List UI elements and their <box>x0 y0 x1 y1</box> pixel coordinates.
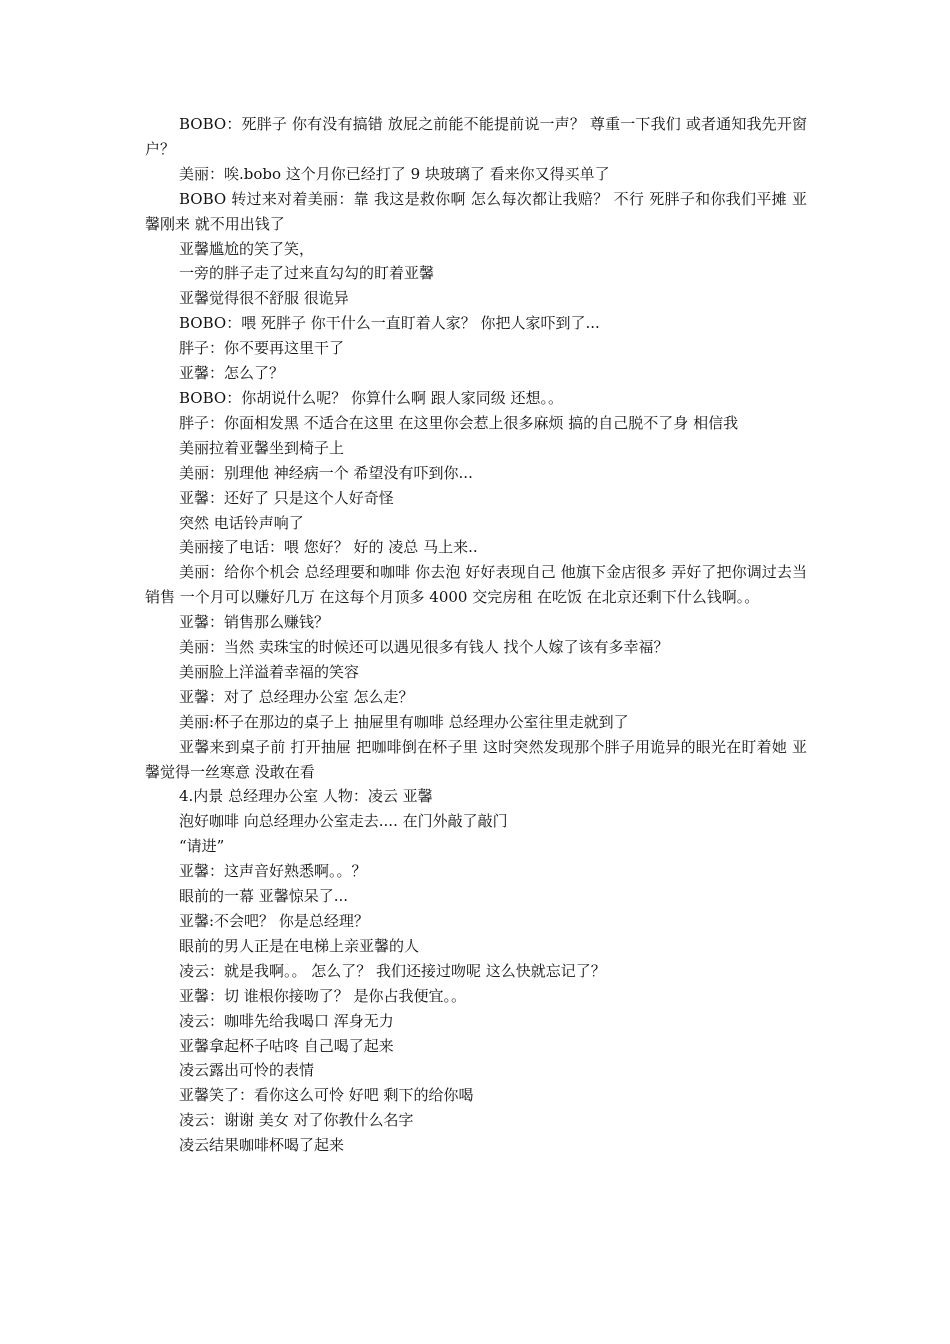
paragraph: 亚馨：还好了 只是这个人好奇怪 <box>179 488 394 507</box>
paragraph: 亚馨：对了 总经理办公室 怎么走？ <box>179 687 414 706</box>
paragraph: 亚馨拿起杯子咕咚 自己喝了起来 <box>179 1036 394 1055</box>
paragraph: BOBO：死胖子 你有没有搞错 放屁之前能不能提前说一声？ 尊重一下我们 或者通知我先开窗户？ <box>145 115 807 158</box>
paragraph: 凌云：咖啡先给我喝口 浑身无力 <box>179 1011 394 1030</box>
paragraph: 凌云结果咖啡杯喝了起来 <box>179 1136 345 1155</box>
paragraph: 眼前的一幕 亚馨惊呆了... <box>179 887 349 906</box>
paragraph: 突然 电话铃声响了 <box>179 513 304 532</box>
paragraph: 亚馨：这声音好熟悉啊。。？ <box>179 862 367 881</box>
paragraph: 美丽：给你个机会 总经理要和咖啡 你去泡 好好表现自己 他旗下金店很多 弄好了把你调过去当销售 一个月可以赚好几万 在这每个月顶多 4000 交完房租 在吃饭 在北京还剩下什么钱啊。。 <box>145 563 807 607</box>
paragraph: 胖子：你面相发黑 不适合在这里 在这里你会惹上很多麻烦 搞的自己脱不了身 相信我 <box>179 413 739 432</box>
paragraph: 亚馨笑了：看你这么可怜 好吧 剩下的给你喝 <box>179 1086 474 1105</box>
scene-heading: 4.内景 总经理办公室 人物：凌云 亚馨 <box>179 787 433 806</box>
paragraph: 亚馨：怎么了？ <box>179 364 285 383</box>
paragraph: 美丽拉着亚馨坐到椅子上 <box>179 438 345 457</box>
paragraph: 凌云：就是我啊。。 怎么了？ 我们还接过吻呢 这么快就忘记了？ <box>179 961 606 980</box>
paragraph: 美丽：唉.bobo 这个月你已经打了 9 块玻璃了 看来你又得买单了 <box>179 164 610 183</box>
paragraph: 泡好咖啡 向总经理办公室走去.... 在门外敲了敲门 <box>179 812 508 831</box>
paragraph: BOBO：你胡说什么呢？ 你算什么啊 跟人家同级 还想。。 <box>179 388 564 407</box>
paragraph: BOBO 转过来对着美丽：靠 我这是救你啊 怎么每次都让我赔？ 不行 死胖子和你我们平摊 亚馨刚来 就不用出钱了 <box>145 189 807 233</box>
paragraph: 美丽脸上洋溢着幸福的笑容 <box>179 662 360 681</box>
paragraph: 凌云露出可怜的表情 <box>179 1061 315 1080</box>
paragraph: 美丽:杯子在那边的桌子上 抽屉里有咖啡 总经理办公室往里走就到了 <box>179 712 629 731</box>
document-body <box>145 112 807 1158</box>
paragraph: 亚馨觉得很不舒服 很诡异 <box>179 289 349 308</box>
paragraph: 一旁的胖子走了过来直勾勾的盯着亚馨 <box>179 264 435 283</box>
paragraph: 亚馨尴尬的笑了笑， <box>179 239 315 258</box>
paragraph: 凌云：谢谢 美女 对了你教什么名字 <box>179 1111 414 1130</box>
paragraph: 胖子：你不要再这里干了 <box>179 339 345 358</box>
paragraph: 美丽：别理他 神经病一个 希望没有吓到你... <box>179 463 473 482</box>
paragraph: 亚馨：销售那么赚钱？ <box>179 613 330 632</box>
paragraph: “请进” <box>179 837 225 856</box>
paragraph: 美丽：当然 卖珠宝的时候还可以遇见很多有钱人 找个人嫁了该有多幸福？ <box>179 638 669 657</box>
paragraph: 亚馨:不会吧？ 你是总经理？ <box>179 912 369 930</box>
paragraph: 眼前的男人正是在电梯上亲亚馨的人 <box>179 936 420 955</box>
paragraph: BOBO：喂 死胖子 你干什么一直盯着人家？ 你把人家吓到了... <box>179 314 600 333</box>
paragraph: 美丽接了电话：喂 您好？ 好的 凌总 马上来.. <box>179 538 478 557</box>
paragraph: 亚馨来到桌子前 打开抽屉 把咖啡倒在杯子里 这时突然发现那个胖子用诡异的眼光在盯着她 亚馨觉得一丝寒意 没敢在看 <box>145 737 807 781</box>
paragraph: 亚馨：切 谁根你接吻了？ 是你占我便宜。。 <box>179 986 467 1005</box>
